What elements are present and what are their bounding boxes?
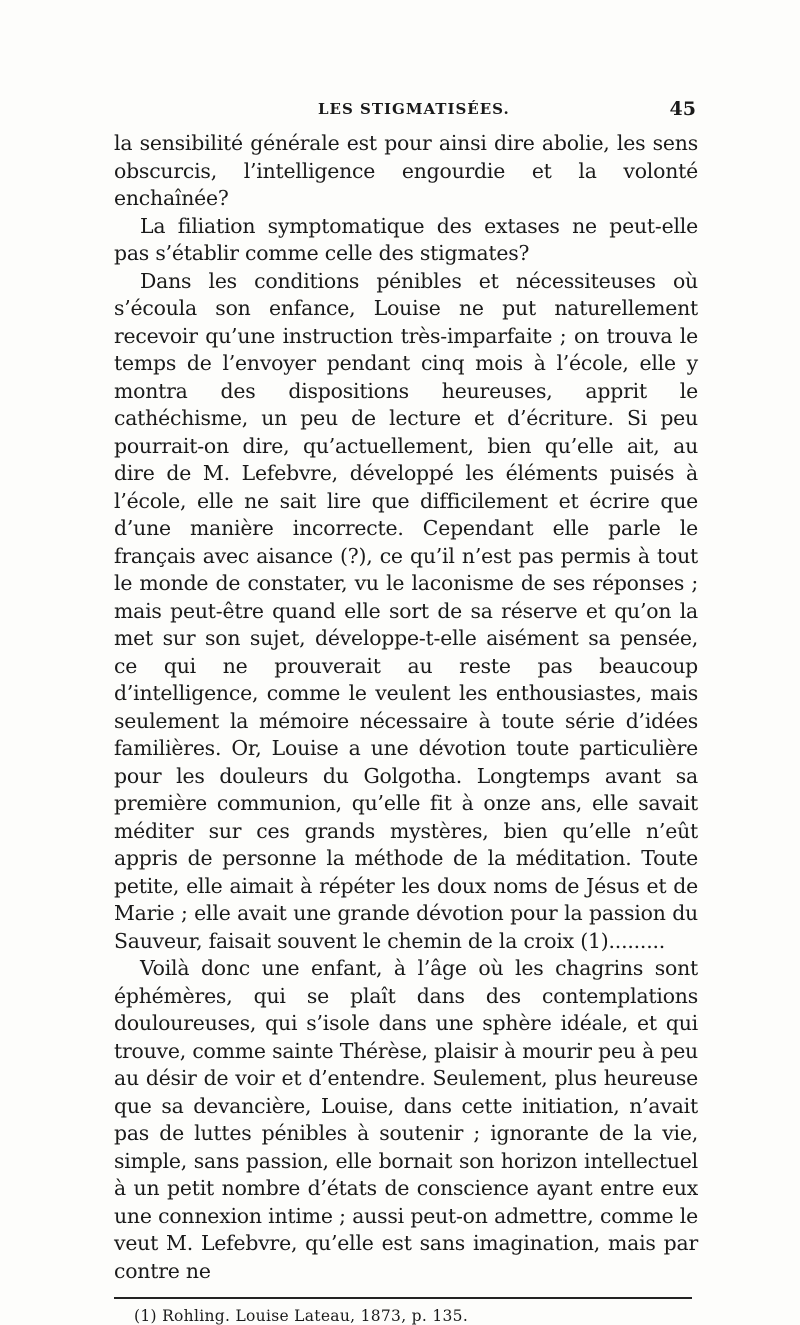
book-page (114, 98, 698, 1325)
paragraph: La filiation symptomatique des extases ne peut-elle pas s’établir comme celle des stigmates? (114, 213, 698, 265)
running-title: LES STIGMATISÉES. (318, 100, 510, 118)
paragraph: Voilà donc une enfant, à l’âge où les chagrins sont éphémères, qui se plaît dans des contemplations douloureuses, qui s’isole dans une sphère idéale, et qui trouve, comme sainte Thérèse, plaisir à mourir peu à peu au désir de voir et d’entendre. Seulement, plus heureuse que sa devancière, Louise, dans cette initiation, n’avait pas de luttes pénibles à soutenir ; ignorante de la vie, simple, sans passion, elle bornait son horizon intellectuel à un petit nombre d’états de conscience ayant entre eux une connexion intime ; aussi peut-on admettre, comme le veut M. Lefebvre, qu’elle est sans imagination, mais par contre ne (114, 956, 698, 1283)
page-header (114, 98, 698, 130)
paragraph: Dans les conditions pénibles et nécessiteuses où s’écoula son enfance, Louise ne put naturellement recevoir qu’une instruction très-imparfaite ; on trouva le temps de l’envoyer pendant cinq mois à l’école, elle y montra des dispositions heureuses, apprit le cathéchisme, un peu de lecture et d’écriture. Si peu pourrait-on dire, qu’actuellement, bien qu’elle ait, au dire de M. Lefebvre, développé les éléments puisés à l’école, elle ne sait lire que difficilement et écrire que d’une manière incorrecte. Cependant elle parle le français avec aisance (?), ce qu’il n’est pas permis à tout le monde de constater, vu le laconisme de ses réponses ; mais peut-être quand elle sort de sa réserve et qu’on la met sur son sujet, développe-t-elle aisément sa pensée, ce qui ne prouverait au reste pas beaucoup d’intelligence, comme le veulent les enthousiastes, mais seulement la mémoire nécessaire à toute série d’idées familières. Or, Louise a une dévotion toute particulière pour les douleurs du Golgotha. Longtemps avant sa première communion, qu’elle fit à onze ans, elle savait méditer sur ces grands mystères, bien qu’elle n’eût appris de personne la méthode de la méditation. Toute petite, elle aimait à répéter les doux noms de Jésus et de Marie ; elle avait une grande dévotion pour la passion du Sauveur, faisait souvent le chemin de la croix (1)......... (114, 268, 698, 953)
body-text (114, 130, 698, 1285)
paragraph: la sensibilité générale est pour ainsi dire abolie, les sens obscurcis, l’intelligence engourdie et la volonté enchaînée? (114, 131, 698, 210)
footnote: (1) Rohling. Louise Lateau, 1873, p. 135. (134, 1307, 469, 1325)
footnote-divider (114, 1297, 692, 1299)
page-number: 45 (669, 98, 696, 120)
